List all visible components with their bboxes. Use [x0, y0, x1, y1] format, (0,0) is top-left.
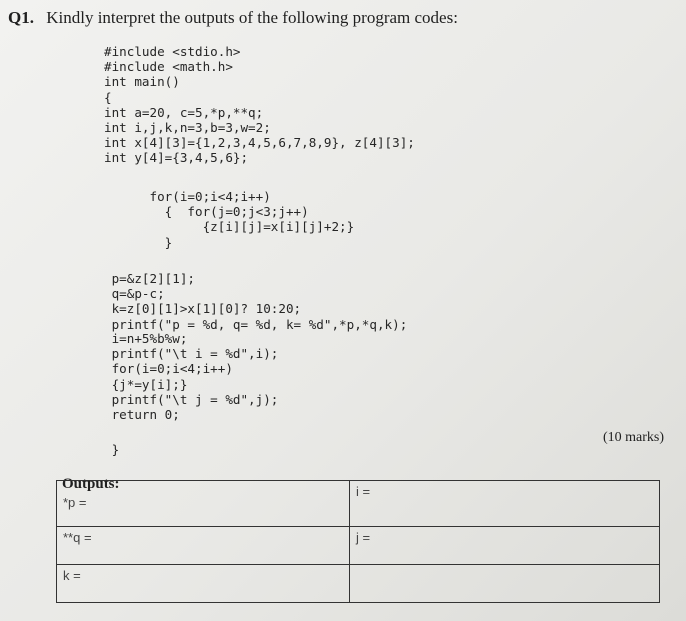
code-closing-brace: } [104, 442, 120, 457]
table-row [57, 565, 660, 603]
question-number: Q1. [8, 8, 34, 27]
marks-label: (10 marks) [602, 430, 664, 445]
table-row [57, 527, 660, 565]
code-nested-loops: for(i=0;i<4;i++) { for(j=0;j<3;j++) {z[i][j]=x[i][j]+2;} } [149, 189, 355, 250]
question-text: Kindly interpret the outputs of the following program codes: [46, 8, 458, 27]
output-cell-i: i = [350, 481, 660, 527]
output-cell-empty [350, 565, 660, 603]
question-heading [8, 8, 458, 28]
code-declarations: #include <stdio.h> #include <math.h> int main() { int a=20, c=5,*p,**q; int i,j,k,n=3,b=3,w=2; int x[4][3]={1,2,3,4,5,6,7,8,9}, z[4][3]; int y[4]={3,4,5,6}; [104, 44, 415, 166]
output-cell-p: *p = [57, 481, 350, 527]
code-final-loop: i=n+5%b%w; printf("\t i = %d",i); for(i=0;i<4;i++) {j*=y[i];} printf("\t j = %d",j); return 0; [111, 331, 279, 423]
output-cell-j: j = [350, 527, 660, 565]
output-cell-q: **q = [57, 527, 350, 565]
outputs-table [56, 480, 660, 603]
table-row [57, 481, 660, 527]
outputs-label: Outputs: [62, 476, 120, 492]
output-cell-k: k = [57, 565, 350, 603]
code-pointer-statements: p=&z[2][1]; q=&p-c; k=z[0][1]>x[1][0]? 10:20; printf("p = %d, q= %d, k= %d",*p,*q,k); [111, 271, 408, 332]
